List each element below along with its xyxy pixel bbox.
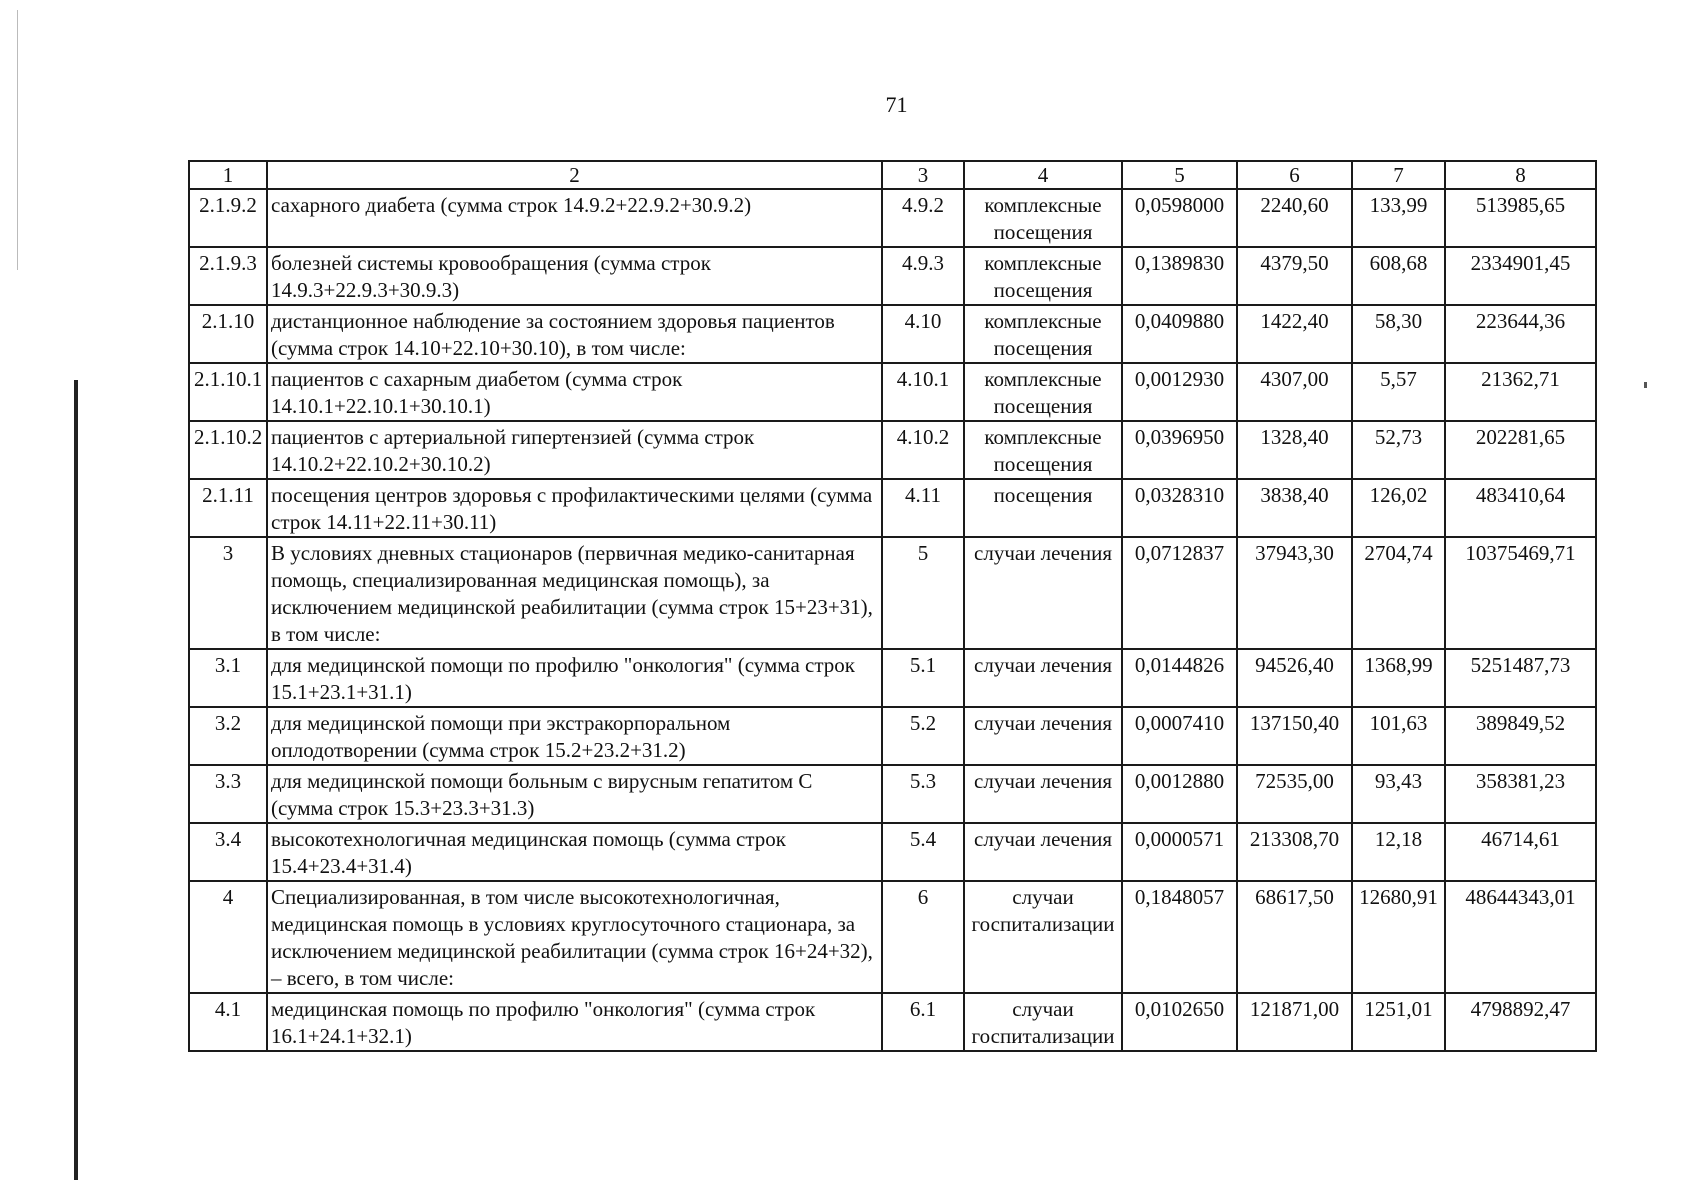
row-value-col8: 10375469,71 [1445, 537, 1596, 649]
row-number: 2.1.10.2 [189, 421, 267, 479]
row-number: 3 [189, 537, 267, 649]
row-unit: комплексные посещения [964, 305, 1122, 363]
row-number: 3.1 [189, 649, 267, 707]
table-row [189, 881, 1596, 993]
table-row [189, 765, 1596, 823]
row-value-col5: 0,0144826 [1122, 649, 1237, 707]
column-header: 3 [882, 161, 964, 189]
scan-edge-mark [17, 10, 18, 270]
row-value-col7: 93,43 [1352, 765, 1445, 823]
column-header: 4 [964, 161, 1122, 189]
row-value-col8: 46714,61 [1445, 823, 1596, 881]
row-line-code: 5.2 [882, 707, 964, 765]
row-number: 3.2 [189, 707, 267, 765]
row-value-col8: 202281,65 [1445, 421, 1596, 479]
row-value-col7: 58,30 [1352, 305, 1445, 363]
row-value-col6: 3838,40 [1237, 479, 1352, 537]
row-description: посещения центров здоровья с профилактическими целями (сумма строк 14.11+22.11+30.11) [267, 479, 882, 537]
row-description: болезней системы кровообращения (сумма строк 14.9.3+22.9.3+30.9.3) [267, 247, 882, 305]
row-description: дистанционное наблюдение за состоянием здоровья пациентов (сумма строк 14.10+22.10+30.10), в том числе: [267, 305, 882, 363]
row-value-col5: 0,0000571 [1122, 823, 1237, 881]
row-value-col8: 5251487,73 [1445, 649, 1596, 707]
row-line-code: 5.3 [882, 765, 964, 823]
table-row [189, 649, 1596, 707]
table-row [189, 993, 1596, 1051]
table-row [189, 707, 1596, 765]
table-row [189, 421, 1596, 479]
row-value-col6: 4307,00 [1237, 363, 1352, 421]
row-unit: случаи лечения [964, 537, 1122, 649]
row-line-code: 4.9.3 [882, 247, 964, 305]
row-value-col5: 0,0598000 [1122, 189, 1237, 247]
row-description: Специализированная, в том числе высокотехнологичная, медицинская помощь в условиях круглосуточного стационара, за исключением медицинской реабилитации (сумма строк 16+24+32), – всего, в том числе: [267, 881, 882, 993]
row-value-col6: 72535,00 [1237, 765, 1352, 823]
row-line-code: 4.10.2 [882, 421, 964, 479]
row-value-col8: 2334901,45 [1445, 247, 1596, 305]
row-value-col8: 389849,52 [1445, 707, 1596, 765]
row-number: 2.1.10.1 [189, 363, 267, 421]
row-unit: случаи лечения [964, 765, 1122, 823]
row-value-col6: 1422,40 [1237, 305, 1352, 363]
column-header: 1 [189, 161, 267, 189]
scan-edge-mark [74, 380, 78, 1180]
row-description: сахарного диабета (сумма строк 14.9.2+22.9.2+30.9.2) [267, 189, 882, 247]
row-line-code: 4.9.2 [882, 189, 964, 247]
row-unit: случаи лечения [964, 823, 1122, 881]
row-value-col8: 223644,36 [1445, 305, 1596, 363]
table-row [189, 247, 1596, 305]
row-value-col7: 52,73 [1352, 421, 1445, 479]
column-header: 8 [1445, 161, 1596, 189]
row-value-col7: 101,63 [1352, 707, 1445, 765]
row-line-code: 5.1 [882, 649, 964, 707]
row-description: высокотехнологичная медицинская помощь (сумма строк 15.4+23.4+31.4) [267, 823, 882, 881]
data-table [188, 160, 1597, 1052]
row-value-col6: 94526,40 [1237, 649, 1352, 707]
row-value-col8: 4798892,47 [1445, 993, 1596, 1051]
row-value-col7: 12680,91 [1352, 881, 1445, 993]
row-number: 2.1.9.3 [189, 247, 267, 305]
row-value-col6: 4379,50 [1237, 247, 1352, 305]
row-value-col5: 0,0712837 [1122, 537, 1237, 649]
row-number: 2.1.9.2 [189, 189, 267, 247]
row-description: пациентов с артериальной гипертензией (сумма строк 14.10.2+22.10.2+30.10.2) [267, 421, 882, 479]
column-header: 5 [1122, 161, 1237, 189]
row-unit: комплексные посещения [964, 363, 1122, 421]
row-value-col6: 37943,30 [1237, 537, 1352, 649]
row-value-col7: 12,18 [1352, 823, 1445, 881]
column-header: 7 [1352, 161, 1445, 189]
row-value-col7: 2704,74 [1352, 537, 1445, 649]
row-unit: комплексные посещения [964, 189, 1122, 247]
row-value-col8: 21362,71 [1445, 363, 1596, 421]
row-value-col7: 126,02 [1352, 479, 1445, 537]
row-unit: случаи госпитализации [964, 993, 1122, 1051]
row-value-col7: 608,68 [1352, 247, 1445, 305]
scan-speck [1644, 382, 1647, 388]
row-number: 2.1.10 [189, 305, 267, 363]
row-description: В условиях дневных стационаров (первичная медико-санитарная помощь, специализированная медицинская помощь), за исключением медицинской реабилитации (сумма строк 15+23+31), в том числе: [267, 537, 882, 649]
row-value-col7: 133,99 [1352, 189, 1445, 247]
row-value-col8: 513985,65 [1445, 189, 1596, 247]
row-value-col5: 0,1389830 [1122, 247, 1237, 305]
row-unit: комплексные посещения [964, 421, 1122, 479]
row-value-col8: 358381,23 [1445, 765, 1596, 823]
row-line-code: 5.4 [882, 823, 964, 881]
row-value-col6: 213308,70 [1237, 823, 1352, 881]
row-description: пациентов с сахарным диабетом (сумма строк 14.10.1+22.10.1+30.10.1) [267, 363, 882, 421]
row-value-col5: 0,1848057 [1122, 881, 1237, 993]
table-row [189, 363, 1596, 421]
row-line-code: 6 [882, 881, 964, 993]
row-line-code: 4.11 [882, 479, 964, 537]
row-value-col5: 0,0012930 [1122, 363, 1237, 421]
row-unit: случаи лечения [964, 707, 1122, 765]
row-unit: случаи госпитализации [964, 881, 1122, 993]
page-number: 71 [885, 92, 908, 117]
row-value-col6: 121871,00 [1237, 993, 1352, 1051]
row-value-col6: 1328,40 [1237, 421, 1352, 479]
row-line-code: 4.10 [882, 305, 964, 363]
row-unit: случаи лечения [964, 649, 1122, 707]
row-value-col5: 0,0012880 [1122, 765, 1237, 823]
row-value-col7: 1368,99 [1352, 649, 1445, 707]
row-description: для медицинской помощи больным с вирусным гепатитом С (сумма строк 15.3+23.3+31.3) [267, 765, 882, 823]
row-value-col7: 5,57 [1352, 363, 1445, 421]
row-number: 4 [189, 881, 267, 993]
row-value-col5: 0,0396950 [1122, 421, 1237, 479]
table-row [189, 305, 1596, 363]
row-description: медицинская помощь по профилю "онкология" (сумма строк 16.1+24.1+32.1) [267, 993, 882, 1051]
table-row [189, 537, 1596, 649]
row-number: 2.1.11 [189, 479, 267, 537]
row-number: 3.3 [189, 765, 267, 823]
row-value-col5: 0,0007410 [1122, 707, 1237, 765]
row-value-col8: 483410,64 [1445, 479, 1596, 537]
row-value-col7: 1251,01 [1352, 993, 1445, 1051]
row-unit: комплексные посещения [964, 247, 1122, 305]
row-value-col6: 68617,50 [1237, 881, 1352, 993]
row-description: для медицинской помощи при экстракорпоральном оплодотворении (сумма строк 15.2+23.2+31.2) [267, 707, 882, 765]
row-unit: посещения [964, 479, 1122, 537]
row-value-col8: 48644343,01 [1445, 881, 1596, 993]
row-value-col5: 0,0102650 [1122, 993, 1237, 1051]
row-number: 4.1 [189, 993, 267, 1051]
row-line-code: 6.1 [882, 993, 964, 1051]
row-value-col6: 2240,60 [1237, 189, 1352, 247]
row-description: для медицинской помощи по профилю "онкология" (сумма строк 15.1+23.1+31.1) [267, 649, 882, 707]
row-value-col5: 0,0409880 [1122, 305, 1237, 363]
row-line-code: 4.10.1 [882, 363, 964, 421]
row-line-code: 5 [882, 537, 964, 649]
row-value-col6: 137150,40 [1237, 707, 1352, 765]
table-header-row [189, 161, 1596, 189]
table-row [189, 479, 1596, 537]
row-value-col5: 0,0328310 [1122, 479, 1237, 537]
table-row [189, 189, 1596, 247]
row-number: 3.4 [189, 823, 267, 881]
column-header: 2 [267, 161, 882, 189]
column-header: 6 [1237, 161, 1352, 189]
table-row [189, 823, 1596, 881]
